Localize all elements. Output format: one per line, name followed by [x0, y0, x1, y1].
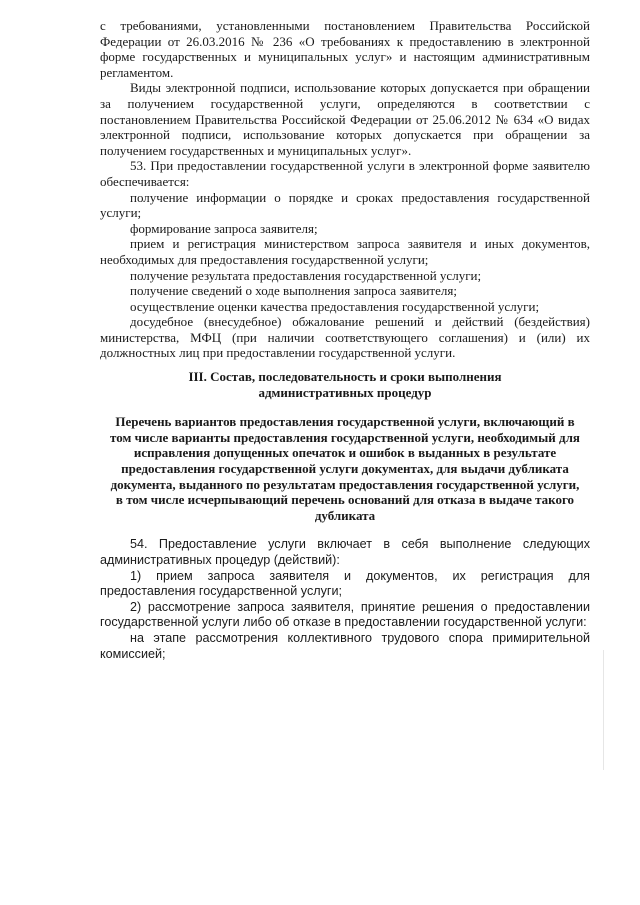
- paragraph-intro: с требованиями, установленными постановлением Правительства Российской Федерации от 26.03.2016 № 236 «О требованиях к предоставлению в электронной форме государственных и муниципальных услуг» и настоящим административным регламентом.: [100, 18, 590, 80]
- list-item-53-6: осуществление оценки качества предоставления государственной услуги;: [130, 298, 540, 314]
- list-item-54-1: 1) прием запроса заявителя и документов, их регистрация для предоставления государственной услуги;: [100, 568, 590, 599]
- document-body: [100, 18, 590, 662]
- list-item-53-1: получение информации о порядке и сроках предоставления государственной услуги;: [100, 189, 590, 221]
- subsection-heading: Перечень вариантов предоставления государственной услуги, включающий в том числе варианты предоставления государственной услуги, необходимый для исправления допущенных опечаток и ошибок в выданных в результате предоставления государственной услуги документах, для выдачи дубликата документа, выданного по результатам предоставления государственной услуги, в том числе исчерпывающий перечень оснований для отказа в выдаче такого дубликата: [110, 414, 580, 523]
- list-item-53-3: прием и регистрация министерством запроса заявителя и иных документов, необходимых для предоставления государственной услуги;: [100, 236, 590, 267]
- list-item-54-2: 2) рассмотрение запроса заявителя, принятие решения о предоставлении государственной услуги либо об отказе в предоставлении государственной услуги:: [100, 599, 590, 630]
- list-item-53-4: получение результата предоставления государственной услуги;: [130, 267, 482, 283]
- paragraph-54: 54. Предоставление услуги включает в себя выполнение следующих административных процедур (действий):: [100, 537, 590, 567]
- section-heading: III. Состав, последовательность и сроки выполнения административных процедур: [188, 369, 502, 400]
- list-item-53-7: досудебное (внесудебное) обжалование решений и действий (бездействия) министерства, МФЦ (при наличии соответствующего соглашения) и (или) их должностных лиц при предоставлении государственной услуги.: [100, 314, 590, 361]
- paragraph-53: 53. При предоставлении государственной услуги в электронной форме заявителю обеспечивается:: [100, 158, 590, 189]
- page-edge-mark: [603, 650, 604, 770]
- list-item-53-2: формирование запроса заявителя;: [130, 220, 318, 236]
- paragraph-signatures: Виды электронной подписи, использование которых допускается при обращении за получением государственной услуги, определяются в соответствии с постановлением Правительства Российской Федерации от 25.06.2012 № 634 «О видах электронной подписи, использование которых допускается при обращении за получением государственных и муниципальных услуг».: [100, 80, 590, 158]
- list-item-54-3: на этапе рассмотрения коллективного трудового спора примирительной комиссией;: [100, 630, 590, 661]
- list-item-53-5: получение сведений о ходе выполнения запроса заявителя;: [130, 283, 457, 299]
